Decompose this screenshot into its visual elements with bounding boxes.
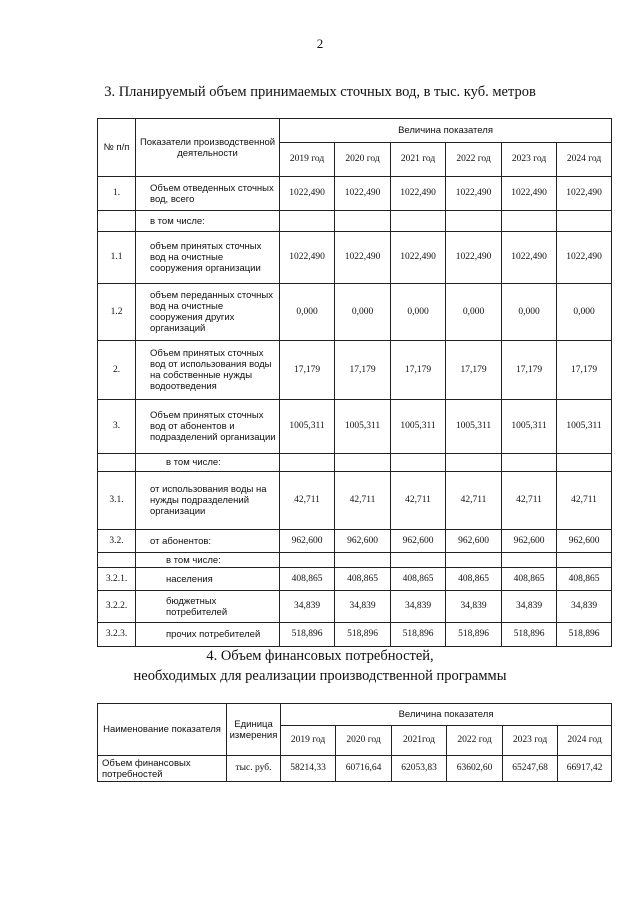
section-3-title: 3. Планируемый объем принимаемых сточных вод, в тыс. куб. метров (104, 84, 536, 100)
value-cell: 518,896 (502, 623, 557, 647)
row-number (98, 553, 136, 568)
value-cell: 34,839 (446, 591, 502, 623)
value-cell (557, 454, 612, 472)
indicator-name: объем переданных сточных вод на очистные сооружения других организаций (136, 284, 280, 341)
value-cell: 518,896 (280, 623, 335, 647)
value-cell (502, 211, 557, 232)
value-cell: 1022,490 (335, 177, 391, 211)
value-cell (335, 211, 391, 232)
value-cell: 1005,311 (280, 400, 335, 454)
indicator-name: Объем принятых сточных вод от использования воды на собственные нужды водоотведения (136, 341, 280, 400)
value-cell: 34,839 (335, 591, 391, 623)
value-cell: 518,896 (391, 623, 446, 647)
value-cell: 1022,490 (335, 232, 391, 284)
value-cell: 42,711 (557, 472, 612, 530)
value-cell: 1022,490 (446, 232, 502, 284)
row-number: 3.2.3. (98, 623, 136, 647)
section-4-title-line1: 4. Объем финансовых потребностей, (206, 648, 434, 664)
value-cell: 1022,490 (280, 232, 335, 284)
value-cell: 408,865 (335, 568, 391, 591)
value-cell: 17,179 (391, 341, 446, 400)
indicator-name: Объем отведенных сточных вод, всего (136, 177, 280, 211)
value-cell (446, 454, 502, 472)
value-cell: 1005,311 (557, 400, 612, 454)
table-row (98, 284, 612, 341)
wastewater-volume-table (97, 118, 612, 647)
value-cell: 1022,490 (391, 177, 446, 211)
value-cell: 962,600 (502, 530, 557, 553)
value-cell: 34,839 (502, 591, 557, 623)
value-cell: 17,179 (446, 341, 502, 400)
header-year: 2019 год (280, 143, 335, 177)
value-cell: 0,000 (446, 284, 502, 341)
indicator-name: населения (136, 568, 280, 591)
subheading-cell: в том числе: (136, 211, 280, 232)
table-row (98, 472, 612, 530)
header-indicator: Показатели производственной деятельности (136, 119, 280, 177)
header-name: Наименование показателя (98, 704, 227, 756)
value-cell: 1022,490 (280, 177, 335, 211)
value-cell: 17,179 (502, 341, 557, 400)
value-cell: 408,865 (391, 568, 446, 591)
section-4-title-line2: необходимых для реализации производственной программы (133, 668, 507, 684)
value-cell: 1005,311 (391, 400, 446, 454)
value-cell: 962,600 (446, 530, 502, 553)
value-cell: 408,865 (502, 568, 557, 591)
table-row (98, 591, 612, 623)
value-cell: 60716,64 (336, 756, 392, 782)
value-cell: 962,600 (280, 530, 335, 553)
row-number: 3.1. (98, 472, 136, 530)
header-year: 2023 год (502, 143, 557, 177)
value-cell: 63602,60 (447, 756, 503, 782)
table-row (98, 454, 612, 472)
header-year: 2019 год (281, 726, 336, 756)
row-number (98, 211, 136, 232)
value-cell: 58214,33 (281, 756, 336, 782)
row-number: 3.2.2. (98, 591, 136, 623)
table-row (98, 341, 612, 400)
table-row (98, 623, 612, 647)
value-cell: 962,600 (391, 530, 446, 553)
header-year: 2022 год (447, 726, 503, 756)
value-cell: 1022,490 (557, 177, 612, 211)
header-num: № п/п (98, 119, 136, 177)
value-cell (391, 553, 446, 568)
value-cell: 0,000 (335, 284, 391, 341)
row-number: 1.2 (98, 284, 136, 341)
value-cell: 0,000 (557, 284, 612, 341)
indicator-name: бюджетных потребителей (136, 591, 280, 623)
value-cell (557, 211, 612, 232)
value-cell: 17,179 (335, 341, 391, 400)
indicator-name: от использования воды на нужды подразделений организации (136, 472, 280, 530)
value-cell: 1022,490 (502, 232, 557, 284)
indicator-name: Объем принятых сточных вод от абонентов и подразделений организации (136, 400, 280, 454)
value-cell: 0,000 (502, 284, 557, 341)
header-year: 2024 год (557, 143, 612, 177)
table-row (98, 211, 612, 232)
page-number: 2 (316, 36, 324, 51)
value-cell (446, 211, 502, 232)
value-cell: 34,839 (391, 591, 446, 623)
value-cell: 1005,311 (335, 400, 391, 454)
unit-cell: тыс. руб. (227, 756, 281, 782)
value-cell: 0,000 (280, 284, 335, 341)
row-number (98, 454, 136, 472)
value-cell: 518,896 (446, 623, 502, 647)
header-year: 2021 год (391, 143, 446, 177)
value-cell (502, 553, 557, 568)
value-cell: 1022,490 (391, 232, 446, 284)
value-cell: 962,600 (557, 530, 612, 553)
value-cell: 62053,83 (392, 756, 447, 782)
financial-needs-table (97, 703, 612, 782)
value-cell: 42,711 (446, 472, 502, 530)
value-cell (391, 454, 446, 472)
header-value-group: Величина показателя (281, 704, 612, 726)
indicator-name: объем принятых сточных вод на очистные сооружения организации (136, 232, 280, 284)
value-cell: 1005,311 (502, 400, 557, 454)
value-cell: 962,600 (335, 530, 391, 553)
table-row (98, 400, 612, 454)
header-year: 2022 год (446, 143, 502, 177)
value-cell (446, 553, 502, 568)
value-cell (280, 454, 335, 472)
row-number: 3.2.1. (98, 568, 136, 591)
value-cell: 1022,490 (502, 177, 557, 211)
value-cell: 34,839 (557, 591, 612, 623)
value-cell: 518,896 (557, 623, 612, 647)
value-cell (557, 553, 612, 568)
row-number: 3. (98, 400, 136, 454)
header-year: 2021год (392, 726, 447, 756)
value-cell (335, 454, 391, 472)
subheading-cell: в том числе: (136, 553, 280, 568)
value-cell: 0,000 (391, 284, 446, 341)
row-number: 1. (98, 177, 136, 211)
value-cell: 42,711 (391, 472, 446, 530)
header-unit: Единица измерения (227, 704, 281, 756)
value-cell: 518,896 (335, 623, 391, 647)
table-row (98, 177, 612, 211)
row-number: 2. (98, 341, 136, 400)
value-cell (391, 211, 446, 232)
value-cell: 42,711 (502, 472, 557, 530)
header-year: 2020 год (335, 143, 391, 177)
value-cell (280, 211, 335, 232)
value-cell: 408,865 (446, 568, 502, 591)
value-cell: 1005,311 (446, 400, 502, 454)
row-number: 1.1 (98, 232, 136, 284)
value-cell: 408,865 (280, 568, 335, 591)
header-year: 2023 год (503, 726, 558, 756)
header-year: 2020 год (336, 726, 392, 756)
value-cell: 17,179 (280, 341, 335, 400)
table-row (98, 568, 612, 591)
value-cell: 66917,42 (558, 756, 612, 782)
value-cell: 408,865 (557, 568, 612, 591)
value-cell (502, 454, 557, 472)
value-cell: 42,711 (335, 472, 391, 530)
value-cell: 34,839 (280, 591, 335, 623)
value-cell: 1022,490 (557, 232, 612, 284)
value-cell: 17,179 (557, 341, 612, 400)
indicator-name: от абонентов: (136, 530, 280, 553)
value-cell: 42,711 (280, 472, 335, 530)
subheading-cell: в том числе: (136, 454, 280, 472)
indicator-name: Объем финансовых потребностей (98, 756, 227, 782)
row-number: 3.2. (98, 530, 136, 553)
value-cell (335, 553, 391, 568)
table-row (98, 232, 612, 284)
table-row (98, 530, 612, 553)
value-cell: 1022,490 (446, 177, 502, 211)
header-year: 2024 год (558, 726, 612, 756)
table-row (98, 756, 612, 782)
indicator-name: прочих потребителей (136, 623, 280, 647)
value-cell (280, 553, 335, 568)
header-value-group: Величина показателя (280, 119, 612, 143)
table-row (98, 553, 612, 568)
value-cell: 65247,68 (503, 756, 558, 782)
